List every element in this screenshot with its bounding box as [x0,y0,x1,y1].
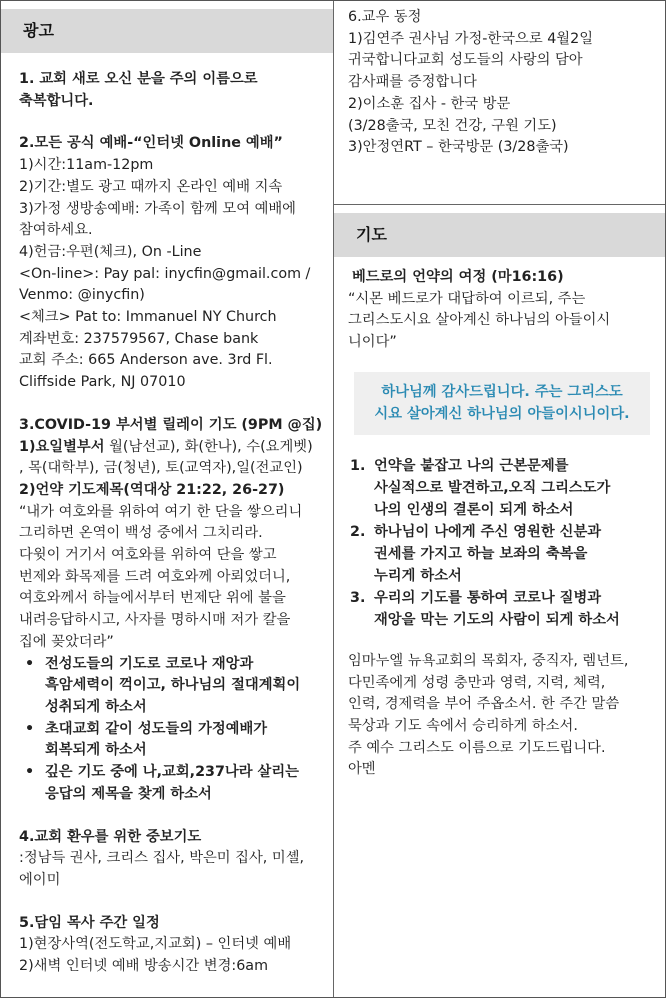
pastor-schedule-body: 1)현장사역(전도학교,지교회) – 인터넷 예배 2)새벽 인터넷 예배 방송시간 변경:6am [19,936,292,975]
member-news-body: 6.교우 동정 1)김연주 권사님 가정-한국으로 4월2일 귀국합니다교회 성도들의 사랑의 담아 감사패를 증정합니다 2)이소훈 집사 - 한국 방문 (3/28출국, 모친 건강, 구원 기도) 3)안정연RT – 한국방문 (3/28출국) [348,9,594,156]
announcements-body [1,53,333,978]
prayer-text: 하나님이 나에게 주신 영원한 신분과 권세를 가지고 하늘 보좌의 축복을 누리게 하소서 [374,523,602,584]
covid-departments [19,437,325,480]
prayer-item [348,455,658,521]
worship-section-body: 1)시간:11am-12pm 2)기간:별도 광고 때까지 온라인 예배 지속 3)가정 생방송예배: 가족이 함께 모여 예배에 참여하세요. 4)헌금:우편(체크), On -Line <On-line>: Pay pal: inycfin@gmail.com / Venmo: @inycfin) <체크> Pat to: Immanuel NY Church 계좌번호: 237579567, Chase bank 교회 주소: 665 Anderson ave. 3rd Fl. Cliffside Park, NJ 07010 [19,157,311,391]
member-news [334,1,665,159]
covenant-quote: “내가 여호와를 위하여 여기 한 단을 쌓으리니 그리하면 온역이 백성 중에서 그치리라. 다윗이 거기서 여호와를 위하여 단을 쌓고 번제와 화목제를 드려 여호와께 아뢰었더니, 여호와께서 하늘에서부터 번제단 위에 불을 내려응답하시고, 사자를 명하시매 저가 칼을 집에 꽂았더라” [19,503,303,650]
worship-section-title: 2.모든 공식 예배-“인터넷 Online 예배” [19,135,283,152]
prayer-item [348,521,658,587]
left-column [1,1,334,997]
prayer-text: 우리의 기도를 통하여 코로나 질병과 재앙을 막는 기도의 사람이 되게 하소서 [374,589,620,628]
covid-prayer-item: • 전성도들의 기도로 코로나 재앙과 흑암세력이 꺽이고, 하나님의 절대계획이 성취되게 하소서 [45,654,325,719]
prayer-number: 1. [350,457,366,474]
prayer-body [348,267,658,781]
covid-prayer-item: • 깊은 기도 중에 나,교회,237나라 살리는 응답의 제목을 찾게 하소서 [45,762,325,805]
intercession-body: :정남득 권사, 크리스 집사, 박은미 집사, 미셸, 에이미 [19,850,305,888]
covid-prayer-title: 3.COVID-19 부서별 릴레이 기도 (9PM @집) [19,416,323,433]
verse-title: 베드로의 언약의 여정 (마16:16) [352,269,564,285]
departments-label: 1)요일별부서 [19,438,105,455]
closing-prayer: 임마누엘 뉴욕교회의 목회자, 중직자, 렘넌트, 다민족에게 성령 충만과 영력, 지력, 체력, 인력, 경제력을 부어 주옵소서. 한 주간 말씀 묵상과 기도 속에서 승리하게 하소서. 주 예수 그리스도 이름으로 기도드립니다. 아멘 [348,652,629,778]
section-divider [334,204,665,205]
covenant-prayer-title: 2)언약 기도제목(역대상 21:22, 26-27) [19,481,285,498]
verse-body: “시몬 베드로가 대답하여 이르되, 주는 그리스도시요 살아계신 하나님의 아들이시 니이다” [348,290,611,351]
announcements-header: 광고 [1,9,333,53]
pastor-schedule-title: 5.담임 목사 주간 일정 [19,914,160,931]
prayer-header: 기도 [334,213,665,257]
prayer-item [348,587,658,631]
right-column [334,1,665,997]
intercession-title: 4.교회 환우를 위한 중보기도 [19,828,202,845]
prayer-list [348,455,658,631]
welcome-section: 1. 교회 새로 오신 분을 주의 이름으로 축복합니다. [19,71,258,109]
covid-prayer-item: • 초대교회 같이 성도들의 가정예배가 회복되게 하소서 [45,719,325,762]
departments-text: 월(남선교), 화(한나), 수(요게벳) , 목(대학부), 금(청년), 토(교역자),일(전교인) [19,438,313,477]
covid-prayer-list [19,654,325,806]
prayer-number: 3. [350,589,366,606]
prayer-number: 2. [350,523,366,540]
prayer-text: 언약을 붙잡고 나의 근본문제를 사실적으로 발견하고,오직 그리스도가 나의 인생의 결론이 되게 하소서 [374,457,611,518]
thanksgiving-callout: 하나님께 감사드립니다. 주는 그리스도 시요 살아계신 하나님의 아들이시니이다. [354,372,650,435]
